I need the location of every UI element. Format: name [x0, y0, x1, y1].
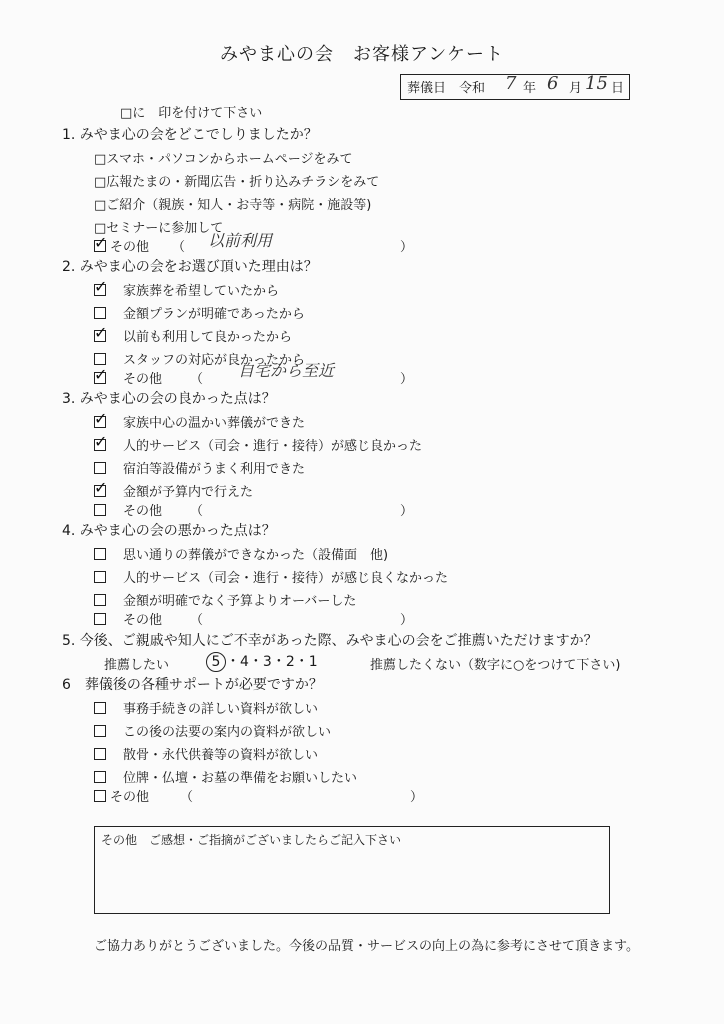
q5-scale[interactable] [206, 651, 318, 672]
comment-box[interactable] [94, 826, 610, 914]
q3-other-paren-open: （ [190, 504, 204, 519]
q2-option-2-label: 金額プランが明確であったから [123, 307, 305, 322]
q3-other-label: その他 [123, 504, 163, 519]
q6-checkbox-2[interactable] [94, 725, 106, 737]
q6-option-procedures[interactable] [94, 698, 318, 717]
q4-option-over-budget[interactable] [94, 590, 356, 609]
q2-other-label: その他 [123, 372, 163, 387]
q2-checkbox-4[interactable] [94, 353, 106, 365]
q2-option-other[interactable] [94, 368, 162, 387]
q3-checkbox-2[interactable] [94, 439, 106, 451]
q6-option-scattering[interactable] [94, 744, 318, 763]
q5-sep: ・ [271, 654, 286, 670]
q6-option-other[interactable] [94, 786, 149, 805]
q1-other-label: その他 [110, 240, 150, 255]
q4-option-2-label: 人的サービス（司会・進行・接待）が感じ良くなかった [123, 571, 449, 586]
q1-other-paren-close: ） [400, 240, 414, 255]
q2-question: 2. みやま心の会をお選び頂いた理由は？ [62, 259, 318, 275]
q3-option-4-label: 金額が予算内で行えた [123, 485, 254, 500]
q3-checkbox-1[interactable] [94, 416, 106, 428]
q5-sep: ・ [248, 654, 263, 670]
q4-other-checkbox[interactable] [94, 613, 106, 625]
q2-option-1-label: 家族葬を希望していたから [123, 284, 280, 299]
q1-question: 1. みやま心の会をどこでしりましたか？ [62, 127, 318, 143]
q1-option-ads[interactable]: □広報たまの・新聞広告・折り込みチラシをみて [94, 175, 380, 190]
q3-other-checkbox[interactable] [94, 504, 106, 516]
q2-option-price-plan[interactable] [94, 303, 305, 322]
q4-option-3-label: 金額が明確でなく予算よりオーバーした [123, 594, 357, 609]
date-label: 葬儀日 令和 [407, 81, 486, 96]
q4-other-paren-open: （ [190, 613, 204, 628]
q5-sep: ・ [294, 654, 309, 670]
q3-question: 3. みやま心の会の良かった点は？ [62, 391, 276, 407]
q5-sep: ・ [226, 654, 240, 670]
q4-other-label: その他 [123, 613, 163, 628]
q3-option-2-label: 人的サービス（司会・進行・接待）が感じ良かった [123, 439, 423, 454]
q1-other-handwritten[interactable]: 以前利用 [208, 231, 273, 250]
q1-other-paren-open: （ [172, 240, 186, 255]
q6-option-3-label: 散骨・永代供養等の資料が欲しい [123, 748, 319, 763]
q1-option-homepage[interactable]: □スマホ・パソコンからホームページをみて [94, 152, 353, 167]
q4-checkbox-1[interactable] [94, 548, 106, 560]
q3-option-3-label: 宿泊等設備がうまく利用できた [123, 462, 306, 477]
q3-option-facilities[interactable] [94, 458, 305, 477]
date-day[interactable]: 15 [585, 73, 608, 94]
q3-checkbox-3[interactable] [94, 462, 106, 474]
q5-right-label: 推薦したくない（数字に○をつけて下さい) [370, 658, 621, 673]
q2-checkbox-3[interactable] [94, 330, 106, 342]
q3-other-paren-close: ） [400, 504, 414, 519]
q6-option-4-label: 位牌・仏壇・お墓の準備をお願いしたい [123, 771, 358, 786]
q4-option-other[interactable] [94, 609, 162, 628]
q6-other-paren-open: （ [180, 790, 194, 805]
q3-option-1-label: 家族中心の温かい葬儀ができた [123, 416, 306, 431]
q4-checkbox-3[interactable] [94, 594, 106, 606]
q1-option-other[interactable] [94, 236, 149, 255]
date-year[interactable]: 7 [505, 73, 517, 94]
q3-checkbox-4[interactable] [94, 485, 106, 497]
q2-option-3-label: 以前も利用して良かったから [123, 330, 293, 345]
q6-checkbox-3[interactable] [94, 748, 106, 760]
q2-option-family-funeral[interactable] [94, 280, 279, 299]
q3-option-warm-funeral[interactable] [94, 412, 305, 431]
q1-option-referral[interactable]: □ご紹介（親族・知人・お寺等・病院・施設等) [94, 198, 372, 213]
q2-option-used-before[interactable] [94, 326, 292, 345]
q4-other-paren-close: ） [400, 613, 414, 628]
q1-other-checkbox[interactable] [94, 240, 106, 252]
q6-other-label: その他 [110, 790, 150, 805]
instruction-text: □に 印を付けて下さい [120, 106, 263, 121]
q6-option-altar[interactable] [94, 767, 357, 786]
q3-option-other[interactable] [94, 500, 162, 519]
q5-scale-2[interactable]: 2 [285, 654, 295, 670]
q6-checkbox-1[interactable] [94, 702, 106, 714]
q4-option-bad-service[interactable] [94, 567, 448, 586]
date-month-unit: 月 [569, 81, 583, 96]
q4-option-not-as-wished[interactable] [94, 544, 388, 563]
funeral-date-box [400, 74, 630, 100]
q3-option-budget[interactable] [94, 481, 253, 500]
q2-other-paren-close: ） [400, 372, 414, 387]
q6-option-1-label: 事務手続きの詳しい資料が欲しい [123, 702, 319, 717]
q6-other-paren-close: ） [410, 790, 424, 805]
date-day-unit: 日 [611, 81, 625, 96]
q4-checkbox-2[interactable] [94, 571, 106, 583]
q6-option-2-label: この後の法要の案内の資料が欲しい [123, 725, 332, 740]
q5-scale-3[interactable]: 3 [262, 654, 272, 670]
q5-scale-5[interactable]: 5 [206, 652, 226, 672]
q6-question: 6 葬儀後の各種サポートが必要ですか？ [62, 677, 323, 693]
q5-question: 5. 今後、ご親戚や知人にご不幸があった際、みやま心の会をご推薦いただけますか？ [62, 633, 598, 649]
q5-scale-1[interactable]: 1 [308, 654, 318, 670]
date-month[interactable]: 6 [547, 73, 559, 94]
q6-checkbox-4[interactable] [94, 771, 106, 783]
q2-other-paren-open: （ [190, 372, 204, 387]
survey-title: みやま心の会 お客様アンケート [220, 44, 504, 65]
q4-question: 4. みやま心の会の悪かった点は？ [62, 523, 276, 539]
thanks-text: ご協力ありがとうございました。今後の品質・サービスの向上の為に参考にさせて頂きます。 [94, 939, 639, 954]
q5-left-label: 推薦したい [104, 658, 170, 673]
q2-checkbox-1[interactable] [94, 284, 106, 296]
q2-other-handwritten[interactable]: 自宅から至近 [238, 361, 335, 380]
q1-option-seminar[interactable]: □セミナーに参加して [94, 221, 224, 236]
q6-option-memorial[interactable] [94, 721, 331, 740]
comment-label: その他 ご感想・ご指摘がございましたらご記入下さい [101, 833, 402, 847]
q2-option-4-label: スタッフの対応が良かったから [123, 353, 306, 368]
date-year-unit: 年 [523, 81, 537, 96]
q4-option-1-label: 思い通りの葬儀ができなかった（設備面 他) [123, 548, 389, 563]
q5-scale-4[interactable]: 4 [240, 654, 249, 670]
q2-checkbox-2[interactable] [94, 307, 106, 319]
q3-option-service[interactable] [94, 435, 422, 454]
q6-other-checkbox[interactable] [94, 790, 106, 802]
q2-other-checkbox[interactable] [94, 372, 106, 384]
